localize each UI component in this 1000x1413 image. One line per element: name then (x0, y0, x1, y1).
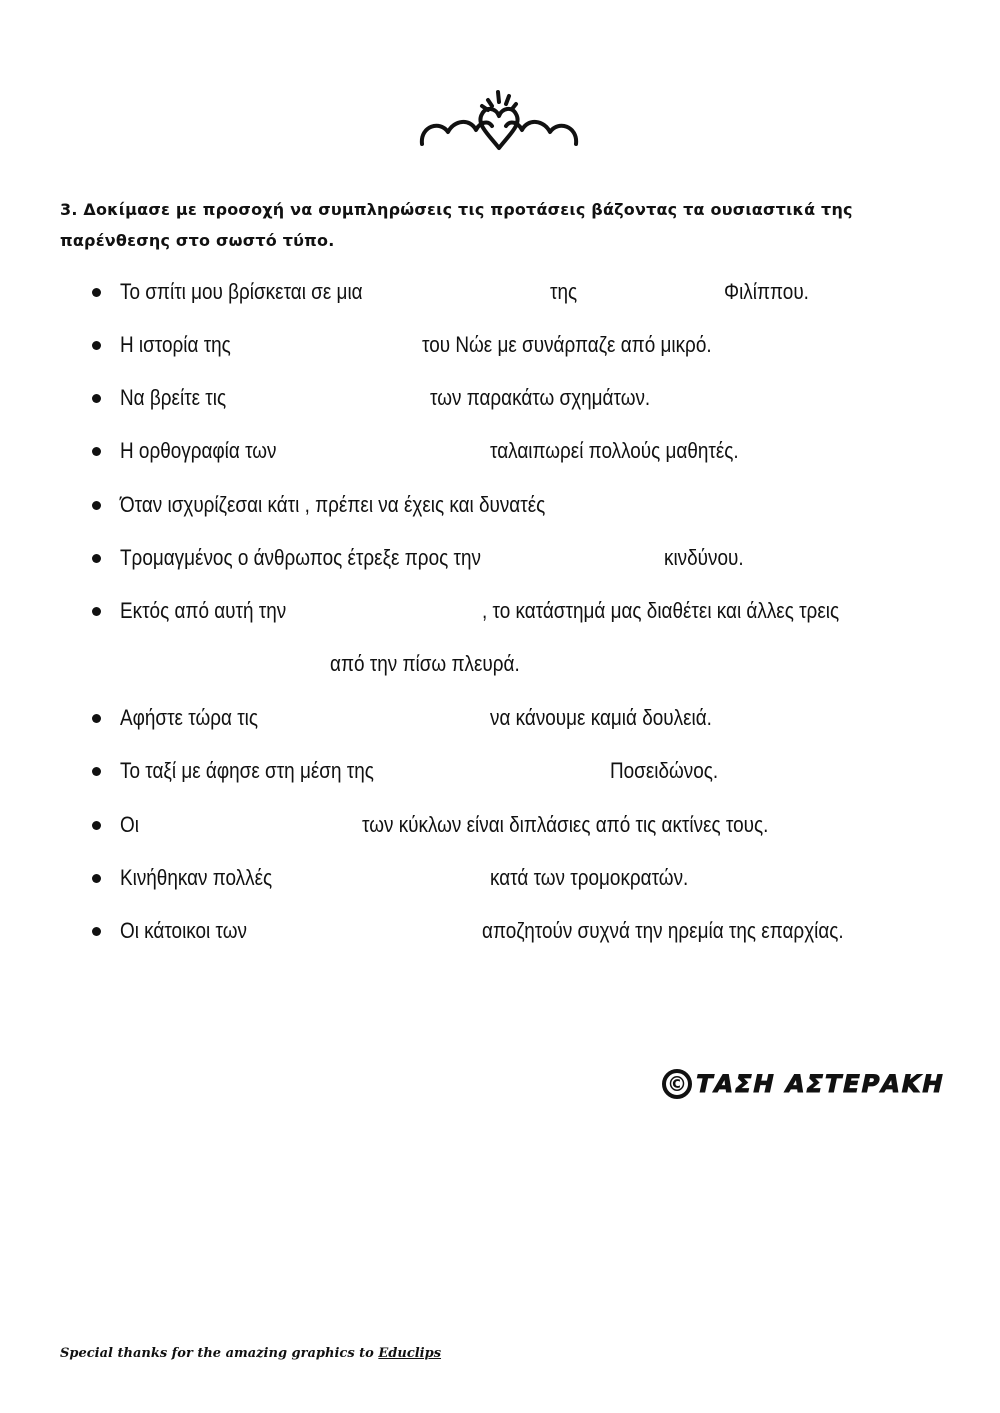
footer-text: Special thanks for the amazing graphics to (60, 1346, 379, 1361)
sentence-2-part-2: του Νώε με συνάρπαζε από μικρό. (422, 332, 712, 357)
sentence-7-part-2: , το κατάστημά μας διαθέτει και άλλες τρεις (482, 598, 840, 623)
sentence-6-part-2: κινδύνου. (664, 545, 744, 570)
copyright-signature (662, 1064, 948, 1104)
bullet-icon (92, 874, 101, 883)
sentence-4-part-1: Η ορθογραφία των (120, 438, 277, 463)
bullet-icon (92, 821, 101, 830)
sentence-7-part-1: Εκτός από αυτή την (120, 598, 287, 623)
bullet-icon (92, 501, 101, 510)
bullet-icon (92, 607, 101, 616)
sentence-2-part-1: Η ιστορία της (120, 332, 231, 357)
bullet-icon (92, 927, 101, 936)
instructions-heading: 3. Δοκίμασε με προσοχή να συμπληρώσεις τις προτάσεις βάζοντας τα ουσιαστικά της παρένθεσης στο σωστό τύπο. (60, 200, 853, 250)
sentence-3-part-2: των παρακάτω σχημάτων. (430, 385, 651, 410)
bullet-icon (92, 341, 101, 350)
bullet-icon (92, 288, 101, 297)
sentence-8-part-2: να κάνουμε καμιά δουλειά. (490, 705, 712, 730)
sentence-1-part-1: Το σπίτι μου βρίσκεται σε μια (120, 279, 363, 304)
sentence-8-part-1: Αφήστε τώρα τις (120, 705, 258, 730)
sentence-10-part-1: Οι (120, 812, 139, 837)
sentence-9-part-2: Ποσειδώνος. (610, 758, 719, 783)
sentence-12-part-2: αποζητούν συχνά την ηρεμία της επαρχίας. (482, 918, 844, 943)
sentence-7-continuation: από την πίσω πλευρά. (330, 651, 520, 676)
bullet-icon (92, 554, 101, 563)
sentence-10-part-2: των κύκλων είναι διπλάσιες από τις ακτίνες τους. (362, 812, 769, 837)
sentence-11-part-2: κατά των τρομοκρατών. (490, 865, 689, 890)
sentence-12-part-1: Οι κάτοικοι των (120, 918, 247, 943)
sentence-4-part-2: ταλαιπωρεί πολλούς μαθητές. (490, 438, 739, 463)
sentence-6-part-1: Τρομαγμένος ο άνθρωπος έτρεξε προς την (120, 545, 481, 570)
sentence-11-part-1: Κινήθηκαν πολλές (120, 865, 273, 890)
sentence-9-part-1: Το ταξί με άφησε στη μέση της (120, 758, 374, 783)
author-name: ΤΑΣΗ ΑΣΤΕΡΑΚΗ (693, 1070, 948, 1098)
bullet-icon (92, 394, 101, 403)
educlips-link[interactable]: Educlips (378, 1346, 442, 1361)
sentence-3-part-1: Να βρείτε τις (120, 385, 227, 410)
footer-credits (60, 1346, 441, 1361)
sentence-1-part-2: της (550, 279, 578, 304)
copyright-icon: © (662, 1069, 692, 1099)
sentence-5-part-1: Όταν ισχυρίζεσαι κάτι , πρέπει να έχεις και δυνατές (120, 492, 546, 517)
bullet-icon (92, 767, 101, 776)
heart-ornament-icon (418, 86, 580, 152)
bullet-icon (92, 714, 101, 723)
bullet-icon (92, 447, 101, 456)
sentence-1-part-3: Φιλίππου. (724, 279, 809, 304)
